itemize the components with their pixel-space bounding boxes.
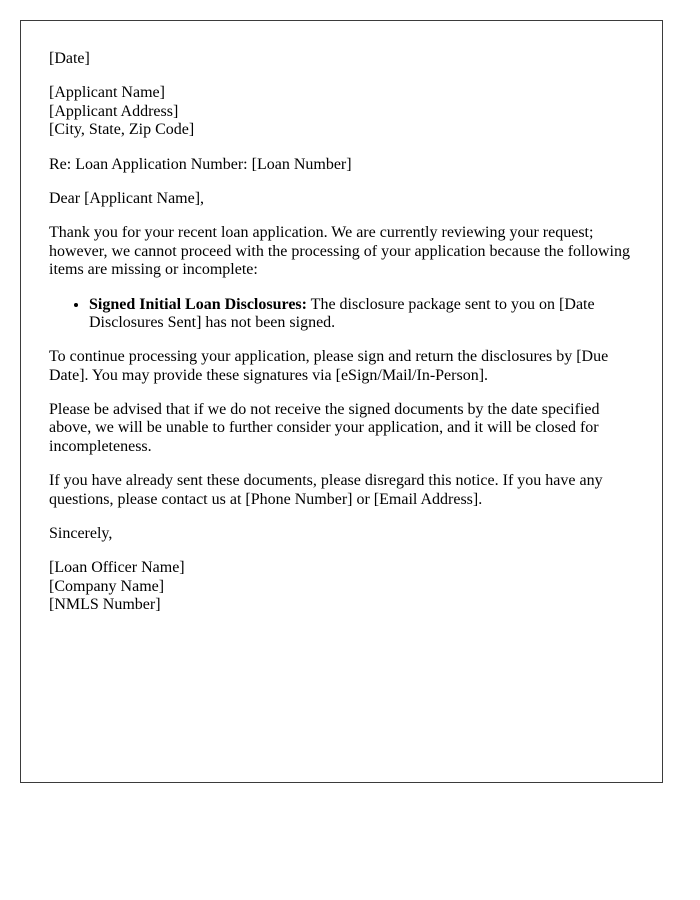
signature-block [49, 559, 634, 614]
signature-company-name: [Company Name] [49, 577, 165, 595]
recipient-address: [Applicant Address] [49, 102, 179, 120]
missing-item-label: Signed Initial Loan Disclosures: [89, 295, 307, 313]
date-line: [Date] [49, 50, 90, 67]
recipient-address-block [49, 84, 634, 139]
signature-officer-name: [Loan Officer Name] [49, 559, 185, 577]
missing-item [89, 296, 634, 333]
recipient-city-state-zip: [City, State, Zip Code] [49, 121, 195, 139]
intro-paragraph: Thank you for your recent loan application. We are currently reviewing your request; however, we cannot proceed with the processing of your application because the following items are missing or incomplete: [49, 224, 630, 279]
subject-line: Re: Loan Application Number: [Loan Number] [49, 155, 352, 173]
continue-paragraph: To continue processing your application, please sign and return the disclosures by [Due Date]. You may provide these signatures via [eSign/Mail/In-Person]. [49, 348, 609, 384]
warning-paragraph: Please be advised that if we do not receive the signed documents by the date specified above, we will be unable to further consider your application, and it will be closed for incompleteness. [49, 401, 600, 455]
missing-items-list [49, 296, 634, 333]
letter-document [20, 20, 663, 783]
signature-nmls-number: [NMLS Number] [49, 596, 161, 614]
recipient-name: [Applicant Name] [49, 84, 165, 102]
missing-item-text: The disclosure package sent to you on [Date Disclosures Sent] has not been signed. [89, 295, 595, 331]
salutation: Dear [Applicant Name], [49, 189, 205, 207]
closing: Sincerely, [49, 525, 113, 543]
contact-paragraph: If you have already sent these documents, please disregard this notice. If you have any questions, please contact us at [Phone Number] or [Email Address]. [49, 472, 603, 508]
